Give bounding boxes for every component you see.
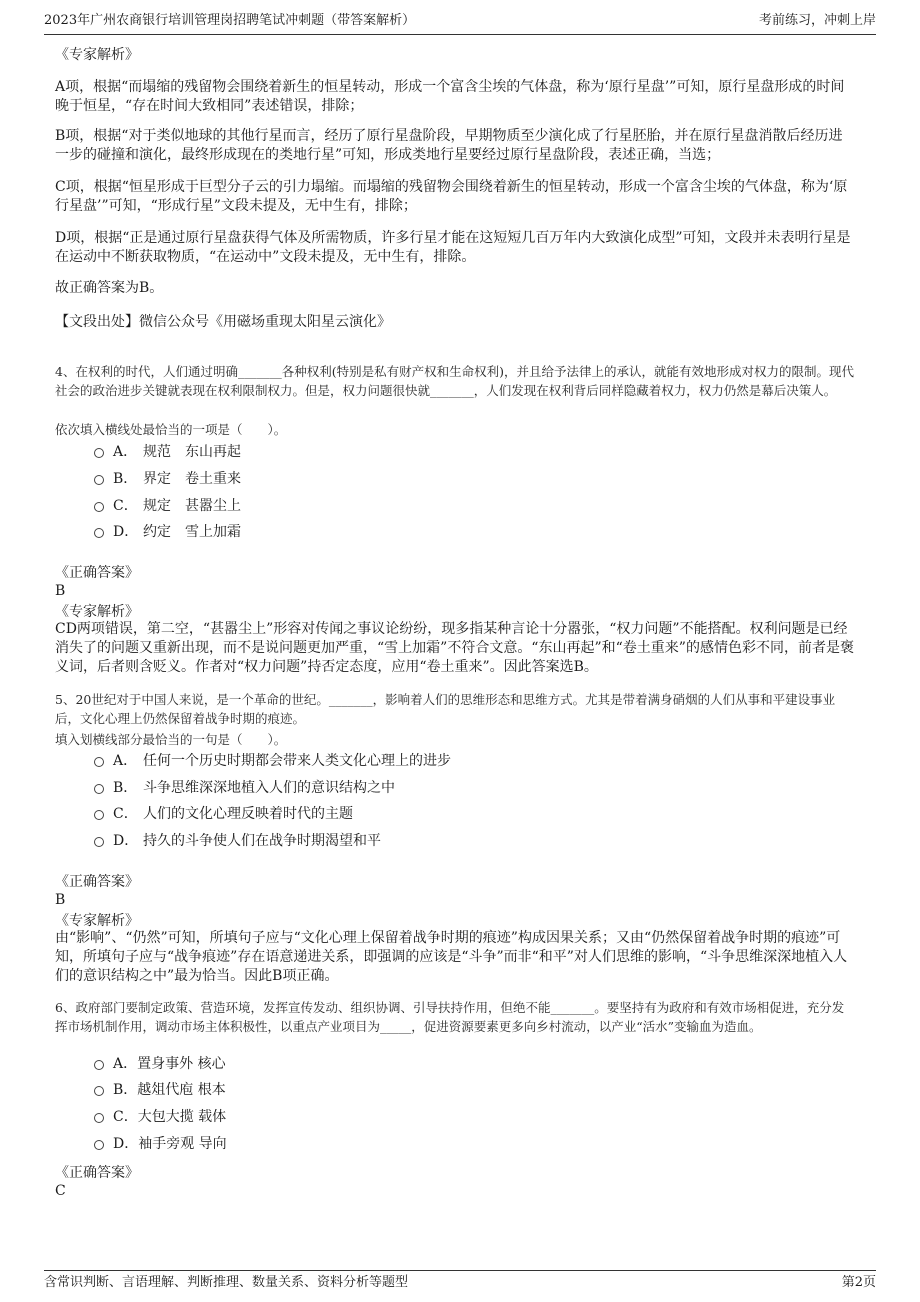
q6-answer-label: 《正确答案》 [55,1165,139,1181]
q5-option-b[interactable]: B． 斗争思维深深地植入人们的意识结构之中 [94,778,395,798]
page-header [44,10,876,35]
radio-icon[interactable] [94,810,104,820]
q6-option-a[interactable]: A．置身事外 核心 [94,1054,226,1074]
q6-option-b[interactable]: B．越俎代庖 根本 [94,1080,226,1100]
radio-icon[interactable] [94,784,104,794]
q4-answer: B [55,583,66,599]
q6-option-d[interactable]: D．袖手旁观 导向 [94,1134,227,1154]
radio-icon[interactable] [94,1086,104,1096]
radio-icon[interactable] [94,757,104,767]
q5-option-d[interactable]: D． 持久的斗争使人们在战争时期渴望和平 [94,831,381,851]
header-slogan: 考前练习，冲刺上岸 [758,13,876,28]
q5-option-c[interactable]: C． 人们的文化心理反映着时代的主题 [94,804,353,824]
q3-analysis-a: A项，根据“而塌缩的残留物会围绕着新生的恒星转动，形成一个富含尘埃的气体盘，称为‘原行星盘’”可知，原行星盘形成的时间晚于恒星，“存在时间大致相同”表述错误，排除； [55,79,845,114]
q3-expert-label: 《专家解析》 [55,47,139,63]
q4-answer-label: 《正确答案》 [55,565,139,581]
q4-option-a[interactable]: A． 规范 东山再起 [94,442,241,462]
q4-analysis: CD两项错误，第二空，“甚嚣尘上”形容对传闻之事议论纷纷，现多指某种言论十分嚣张，“权力问题”不能搭配。权利问题是已经消失了的问题又重新出现，而不是说问题更加严重，“雪上加霜”不符合文意。“东山再起”和“卷土重来”的感情色彩不同，前者是褒义词，后者则含贬义。作者对“权力问题”持否定态度，应用“卷土重来”。因此答案选B。 [55,621,854,675]
radio-icon[interactable] [94,448,104,458]
page-footer [44,1270,876,1295]
q4-expert-label: 《专家解析》 [55,604,139,620]
q5-option-a[interactable]: A． 任何一个历史时期都会带来人类文化心理上的进步 [94,751,451,771]
q5-stem: 5、20世纪对于中国人来说，是一个革命的世纪。_______，影响着人们的思维形态和思维方式。尤其是带着满身硝烟的人们从事和平建设事业后，文化心理上仍然保留着战争时期的痕迹。 [55,692,836,726]
radio-icon[interactable] [94,1060,104,1070]
q5-answer: B [55,892,66,908]
q6-answer: C [55,1183,66,1199]
q5-expert-label: 《专家解析》 [55,913,139,929]
q5-analysis: 由“影响”、“仍然”可知，所填句子应与“文化心理上保留着战争时期的痕迹”构成因果关系；又由“仍然保留着战争时期的痕迹”可知，所填句子应与“战争痕迹”存在语意递进关系，即强调的应该是“斗争”而非“和平”对人们思维的影响，“斗争思维深深地植入人们的意识结构之中”最为恰当。因此B项正确。 [55,930,848,984]
q3-analysis-c: C项，根据“恒星形成于巨型分子云的引力塌缩。而塌缩的残留物会围绕着新生的恒星转动，形成一个富含尘埃的气体盘，称为‘原行星盘’”可知，“形成行星”文段未提及，无中生有，排除； [55,179,848,214]
radio-icon[interactable] [94,1140,104,1150]
q4-option-d[interactable]: D． 约定 雪上加霜 [94,522,241,542]
q3-conclusion: 故正确答案为B。 [55,280,164,296]
q5-instruction: 填入划横线部分最恰当的一句是（ ）。 [55,732,287,747]
q5-answer-label: 《正确答案》 [55,874,139,890]
radio-icon[interactable] [94,837,104,847]
q6-stem: 6、政府部门要制定政策、营造环境，发挥宣传发动、组织协调、引导扶持作用，但绝不能_______。要坚持有为政府和有效市场相促进，充分发挥市场机制作用，调动市场主体积极性，以重点产业项目为_____，促进资源要素更多向乡村流动，以产业“活水”变输血为造血。 [55,1000,845,1034]
footer-description: 含常识判断、言语理解、判断推理、数量关系、资料分析等题型 [44,1275,409,1290]
document-title: 2023年广州农商银行培训管理岗招聘笔试冲刺题（带答案解析） [44,13,416,28]
radio-icon[interactable] [94,502,104,512]
q3-source: 【文段出处】微信公众号《用磁场重现太阳星云演化》 [55,314,391,330]
q4-instruction: 依次填入横线处最恰当的一项是（ ）。 [55,422,287,437]
q4-option-b[interactable]: B． 界定 卷土重来 [94,469,241,489]
q3-analysis-b: B项，根据“对于类似地球的其他行星而言，经历了原行星盘阶段，早期物质至少演化成了行星胚胎，并在原行星盘消散后经历进一步的碰撞和演化，最终形成现在的类地行星”可知，形成类地行星要经过原行星盘阶段，表述正确，当选； [55,128,843,163]
radio-icon[interactable] [94,475,104,485]
q4-stem: 4、在权利的时代，人们通过明确_______各种权利(特别是私有财产权和生命权利)，并且给予法律上的承认，就能有效地形成对权力的限制。现代社会的政治进步关键就表现在权利限制权力。但是，权力问题很快就_______，人们发现在权利背后同样隐藏着权力，权力仍然是幕后决策人。 [55,364,854,398]
radio-icon[interactable] [94,1113,104,1123]
q6-option-c[interactable]: C．大包大揽 载体 [94,1107,226,1127]
radio-icon[interactable] [94,528,104,538]
q3-analysis-d: D项，根据“正是通过原行星盘获得气体及所需物质，许多行星才能在这短短几百万年内大致演化成型”可知，文段并未表明行星是在运动中不断获取物质，“在运动中”文段未提及，无中生有，排除。 [55,230,851,265]
page-number: 第2页 [841,1275,876,1290]
q4-option-c[interactable]: C． 规定 甚嚣尘上 [94,496,241,516]
